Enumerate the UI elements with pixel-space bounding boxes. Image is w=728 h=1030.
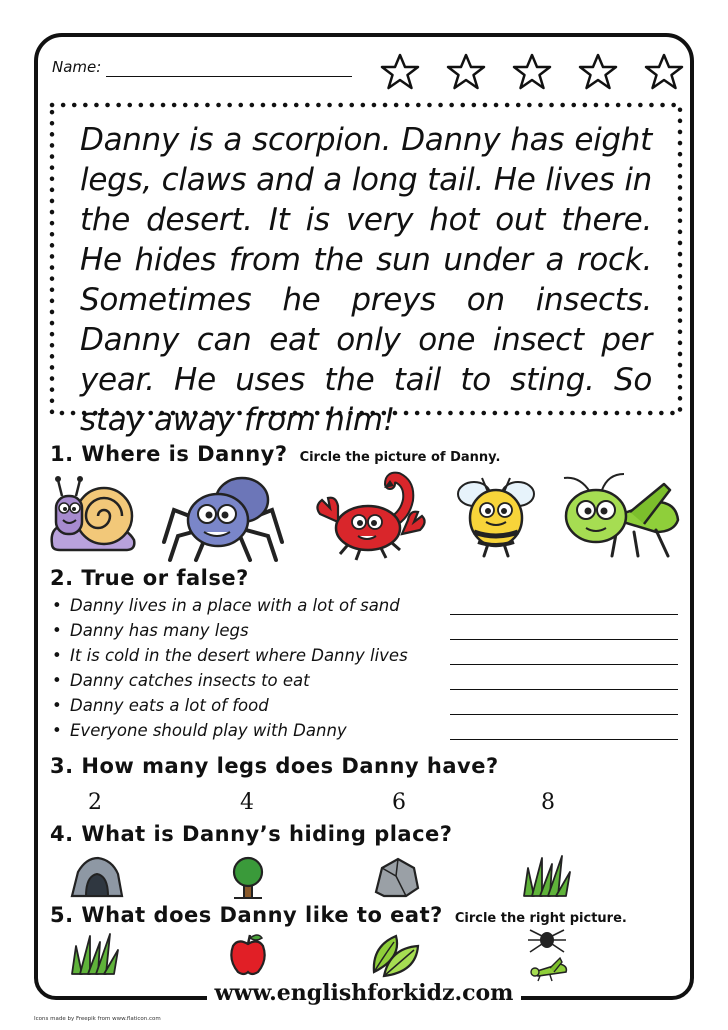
spider-icon[interactable] — [160, 470, 286, 564]
story-text: Danny is a scorpion. Danny has eight legs, claws and a long tail. He lives in the desert. It is very hot out there. He hides from the sun under a rock. Sometimes he preys on insects. Danny can eat only one insect per year. He uses the tail to sting. So stay away from him! — [80, 122, 652, 438]
leg-option[interactable]: 4 — [240, 790, 254, 815]
name-input-line[interactable] — [106, 76, 352, 77]
grass-icon[interactable] — [520, 854, 574, 898]
apple-icon[interactable] — [228, 932, 268, 976]
footer-site-text: www.englishforkidz.com — [207, 980, 522, 1006]
question-4-title: 4. What is Danny’s hiding place? — [50, 822, 453, 846]
name-label: Name: — [52, 58, 102, 76]
answer-line[interactable] — [450, 689, 678, 690]
question-2-title: 2. True or false? — [50, 566, 249, 590]
cave-icon[interactable] — [70, 856, 124, 898]
grasshopper-icon[interactable] — [560, 472, 682, 562]
list-item: • Everyone should play with Danny — [50, 721, 408, 746]
list-item: • Danny eats a lot of food — [50, 696, 408, 721]
question-1-note: Circle the picture of Danny. — [299, 450, 501, 465]
answer-line[interactable] — [450, 639, 678, 640]
leaves-icon[interactable] — [370, 932, 422, 978]
question-5-title: 5. What does Danny like to eat? — [50, 903, 443, 927]
answer-line[interactable] — [450, 739, 678, 740]
leg-option[interactable]: 2 — [88, 790, 102, 815]
true-false-list — [50, 596, 408, 746]
spider-and-grasshopper-icon[interactable] — [524, 926, 570, 982]
rating-stars — [380, 52, 684, 92]
bee-icon[interactable] — [452, 472, 540, 560]
rock-icon[interactable] — [372, 856, 420, 898]
star-icon — [512, 52, 552, 92]
snail-icon[interactable] — [46, 474, 140, 556]
tree-icon[interactable] — [230, 856, 266, 900]
icon-credit: Icons made by Freepik from www.flaticon.com — [34, 1016, 161, 1022]
question-1-title: 1. Where is Danny? — [50, 442, 288, 466]
footer-site — [0, 980, 728, 1006]
answer-line[interactable] — [450, 664, 678, 665]
answer-line[interactable] — [450, 714, 678, 715]
list-item: • Danny lives in a place with a lot of sand — [50, 596, 408, 621]
leg-option[interactable]: 6 — [392, 790, 406, 815]
star-icon — [380, 52, 420, 92]
list-item: • Danny has many legs — [50, 621, 408, 646]
list-item: • Danny catches insects to eat — [50, 671, 408, 696]
question-5 — [50, 903, 627, 927]
answer-line[interactable] — [450, 614, 678, 615]
leg-option[interactable]: 8 — [541, 790, 555, 815]
list-item: • It is cold in the desert where Danny lives — [50, 646, 408, 671]
star-icon — [644, 52, 684, 92]
star-icon — [446, 52, 486, 92]
question-3-title: 3. How many legs does Danny have? — [50, 754, 499, 778]
scorpion-icon[interactable] — [312, 470, 430, 562]
question-5-note: Circle the right picture. — [454, 911, 627, 926]
grass-icon[interactable] — [68, 932, 122, 976]
star-icon — [578, 52, 618, 92]
question-1 — [50, 442, 500, 466]
